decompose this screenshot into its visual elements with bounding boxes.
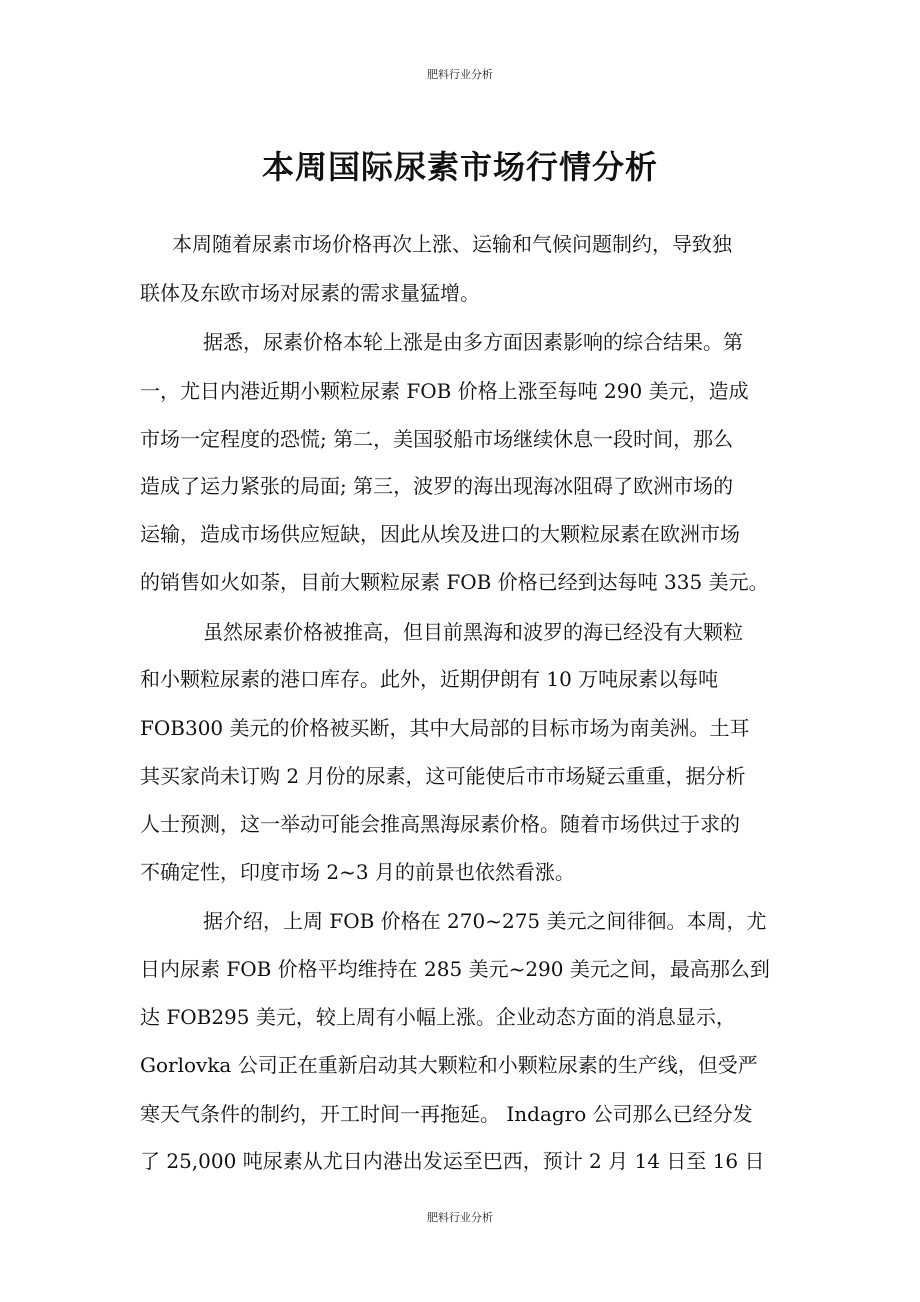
body-line: FOB300 美元的价格被买断，其中大局部的目标市场为南美洲。土耳: [140, 716, 750, 740]
body-line: 联体及东欧市场对尿素的需求量猛增。: [140, 281, 480, 305]
page-header: 肥料行业分析: [427, 68, 493, 81]
body-line: 运输，造成市场供应短缺，因此从埃及进口的大颗粒尿素在欧洲市场: [140, 522, 740, 546]
body-line: 市场一定程度的恐慌; 第二，美国驳船市场继续休息一段时间，那么: [140, 427, 734, 451]
body-line: 人士预测，这一举动可能会推高黑海尿素价格。随着市场供过于求的: [140, 812, 740, 836]
document-title: 本周国际尿素市场行情分析: [261, 148, 658, 186]
body-line: 不确定性，印度市场 2~3 月的前景也依然看涨。: [140, 860, 575, 884]
body-line: 和小颗粒尿素的港口库存。此外，近期伊朗有 10 万吨尿素以每吨: [140, 667, 719, 691]
body-line: 其买家尚未订购 2 月份的尿素，这可能使后市市场疑云重重，据分析: [140, 764, 746, 788]
body-line: 了 25,000 吨尿素从尤日内港出发运至巴西，预计 2 月 14 日至 16 日: [140, 1149, 765, 1173]
body-line: 据悉，尿素价格本轮上涨是由多方面因素影响的综合结果。第: [203, 330, 743, 354]
body-line: 寒天气条件的制约，开工时间一再拖延。 Indagro 公司那么已经分发: [140, 1102, 753, 1126]
body-line: 本周随着尿素市场价格再次上涨、运输和气候问题制约，导致独: [172, 232, 732, 256]
body-line: 据介绍，上周 FOB 价格在 270~275 美元之间徘徊。本周，尤: [203, 909, 767, 933]
body-line: 的销售如火如荼，目前大颗粒尿素 FOB 价格已经到达每吨 335 美元。: [140, 570, 769, 594]
page-footer: 肥料行业分析: [427, 1211, 493, 1224]
body-line: 虽然尿素价格被推高，但目前黑海和波罗的海已经没有大颗粒: [203, 620, 743, 644]
body-line: 一，尤日内港近期小颗粒尿素 FOB 价格上涨至每吨 290 美元，造成: [140, 379, 749, 403]
body-line: 达 FOB295 美元，较上周有小幅上涨。企业动态方面的消息显示，: [140, 1005, 736, 1029]
body-line: 日内尿素 FOB 价格平均维持在 285 美元~290 美元之间，最高那么到: [140, 957, 770, 981]
body-line: Gorlovka 公司正在重新启动其大颗粒和小颗粒尿素的生产线，但受严: [140, 1053, 758, 1077]
body-line: 造成了运力紧张的局面; 第三，波罗的海出现海冰阻碍了欧洲市场的: [140, 474, 734, 498]
